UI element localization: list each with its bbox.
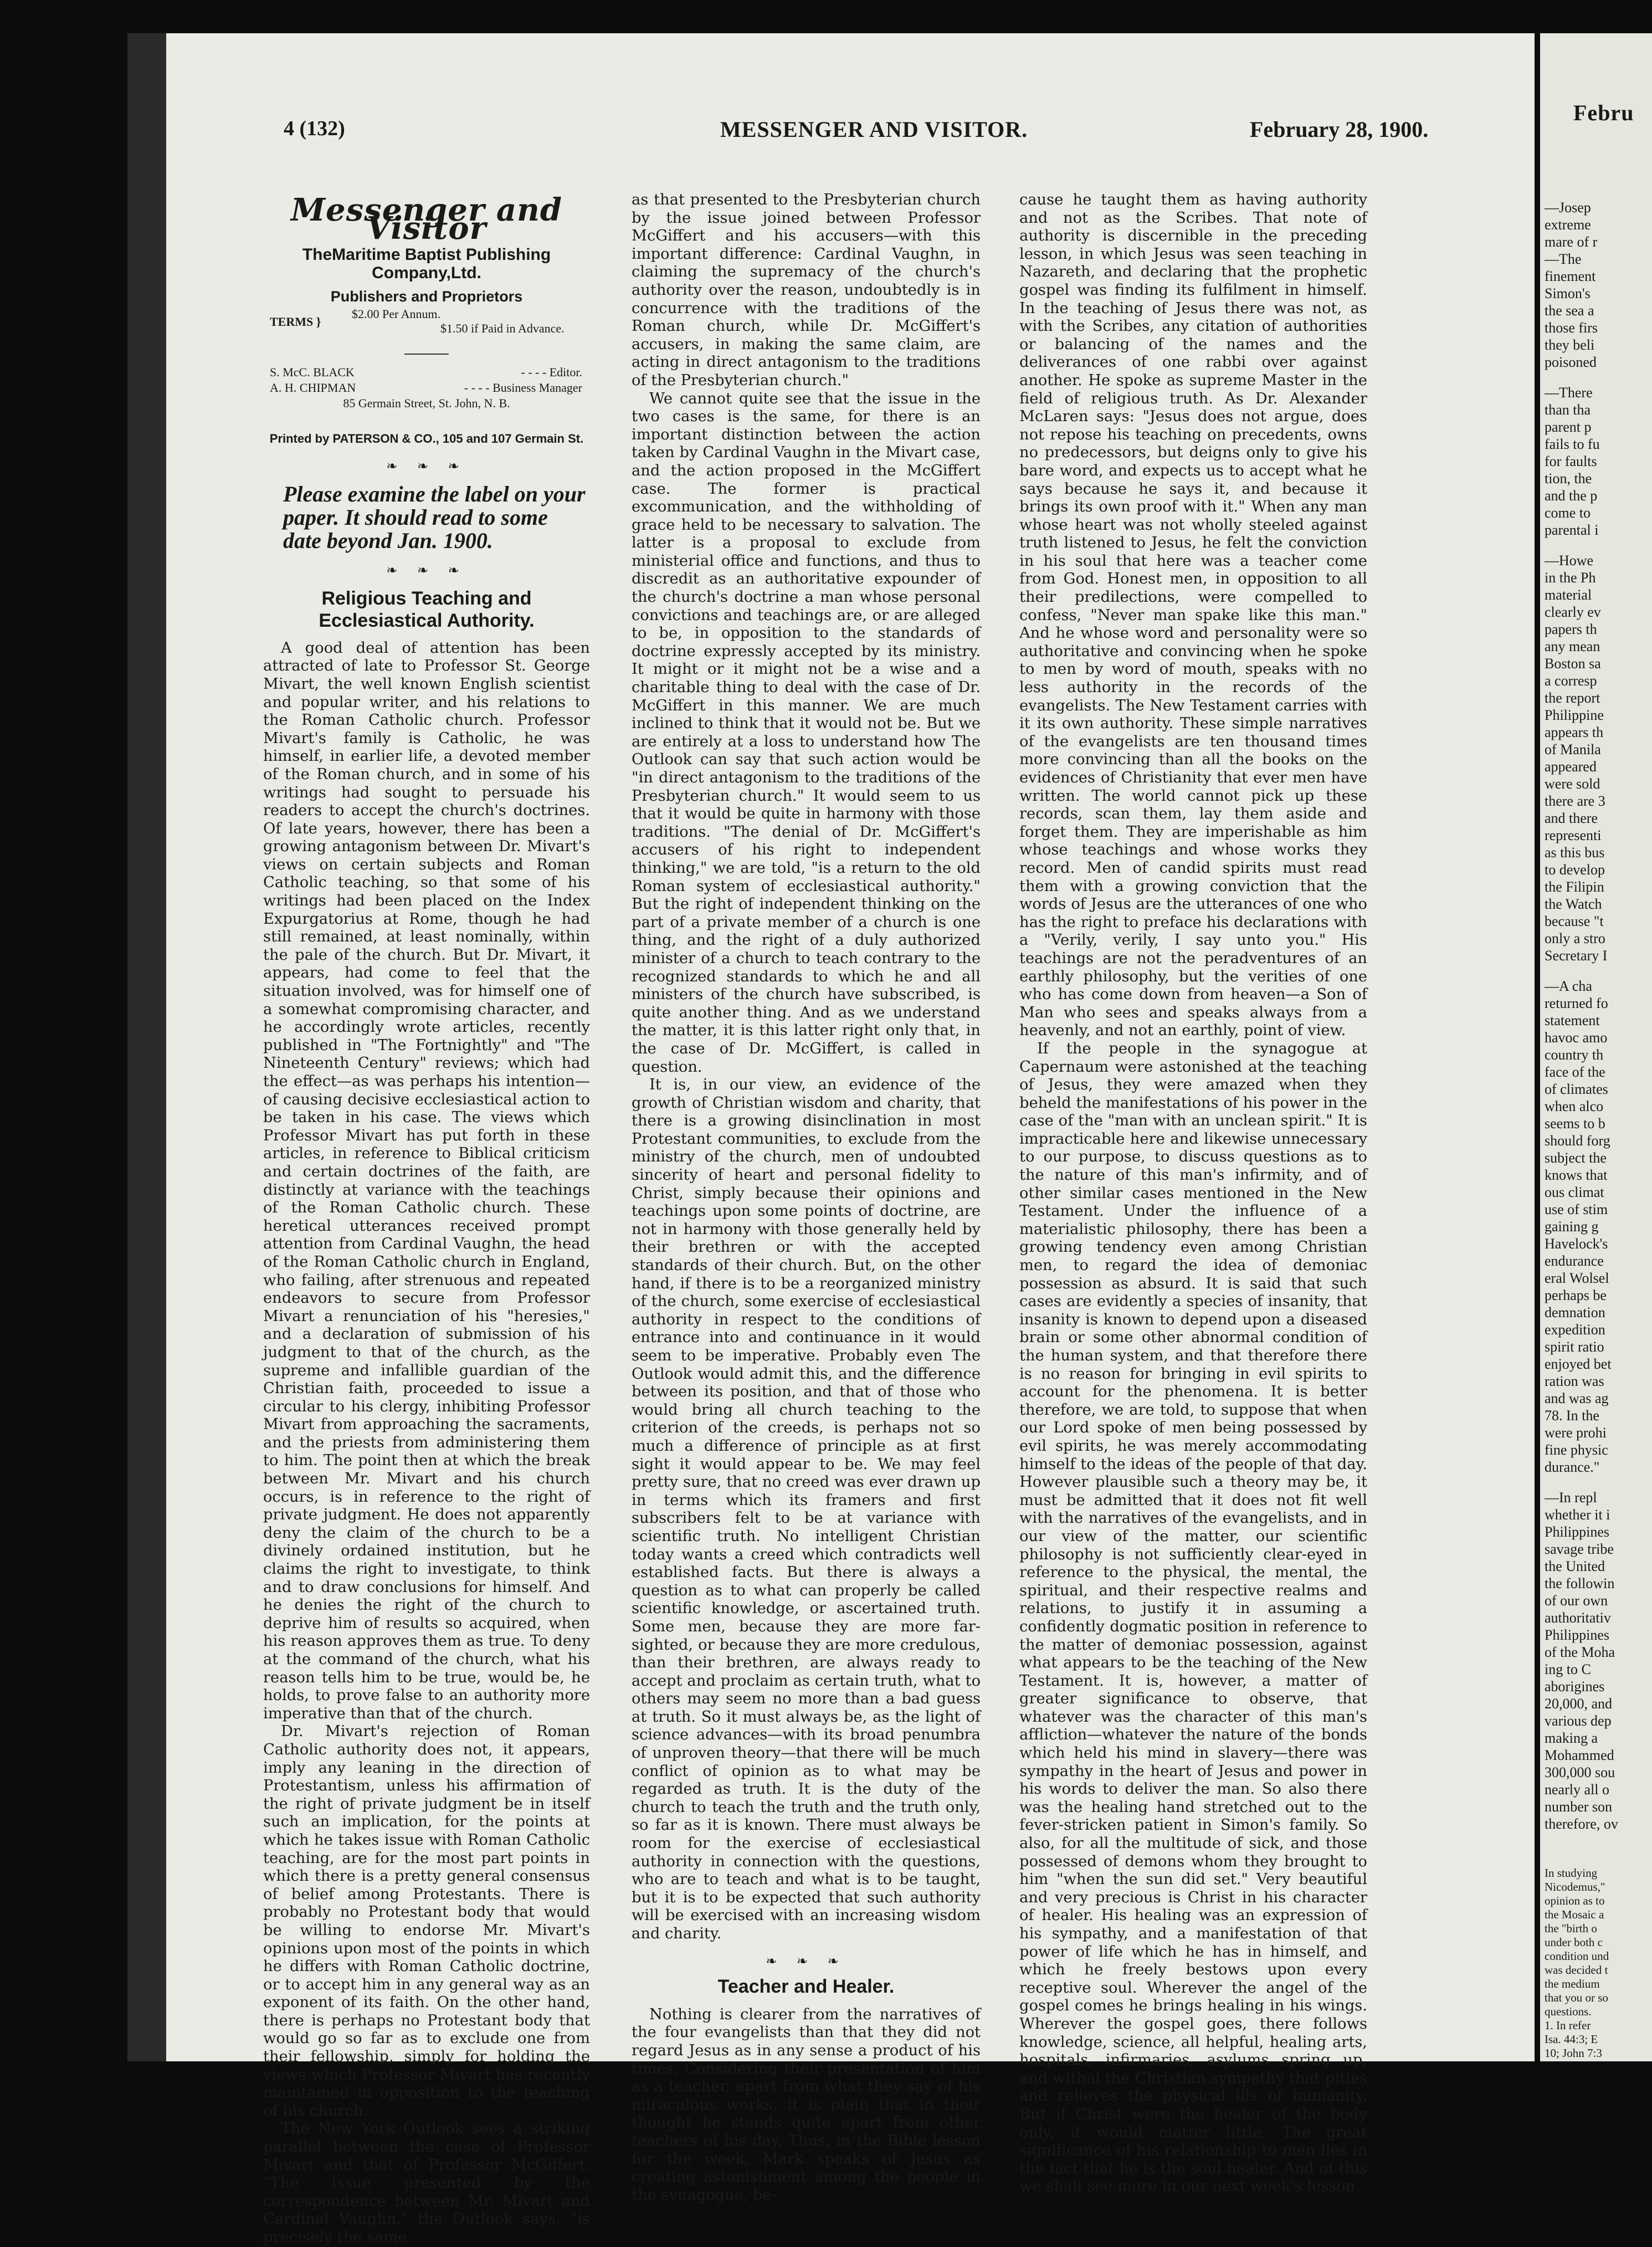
article-title: Teacher and Healer. xyxy=(717,1976,895,1998)
article-paragraph: We cannot quite see that the issue in the two cases is the same, for there is an important distinction between the action taken by Cardinal Vaughn in the Mivart case, and the action proposed in the McGiffert case. The former is practical excommunication, and the withholding of grace held to be necessary to salvation. The latter is a proposal to exclude from ministerial office and functions, and thus to discredit as an authoritative expounder of the church's doctrine a man whose personal convictions and teachings are, or are alleged to be, in opposition to the standards of doctrine expressly accepted by its ministry. It might or it might not be a wise and a charitable thing to deal with the case of Dr. McGiffert in this manner. We are much inclined to think that it would not be. But we are entirely at a loss to understand how The Outlook can say that such action would be "in direct antagonism to the traditions of the Presbyterian church." It would seem to us that it would be quite in harmony with those traditions. "The denial of Dr. McGiffert's accusers of his right to independent thinking," we are told, "is a return to the old Roman system of ecclesiastical authority." But the right of independent thinking on the part of a private member of a church is one thing, and the right of a duly authorized minister of a church to teach contrary to the recognized standards to which he and all ministers of the church have subscribed, is quite another thing. And as we understand the matter, it is this latter right only that, in the case of Dr. McGiffert, is called in question. xyxy=(632,390,981,1076)
adjacent-page-line: for faults xyxy=(1545,453,1597,469)
adjacent-page-line: the United xyxy=(1545,1558,1605,1574)
adjacent-page-line: of our own xyxy=(1545,1593,1608,1609)
adjacent-page-line: and was ag xyxy=(1545,1390,1609,1406)
terms-annual: $2.00 Per Annum. xyxy=(352,306,441,321)
adjacent-page-line: gaining g xyxy=(1545,1219,1599,1235)
adjacent-page-line: extreme xyxy=(1545,217,1591,233)
adjacent-page-line: eral Wolsel xyxy=(1545,1270,1609,1286)
adjacent-page-line: —The xyxy=(1545,251,1582,267)
adjacent-page-line: 1. In refer xyxy=(1545,2019,1591,2032)
adjacent-page-line: expedition xyxy=(1545,1322,1605,1338)
adjacent-page-line: opinion as to xyxy=(1545,1894,1605,1907)
adjacent-page-line: aborigines xyxy=(1545,1678,1605,1695)
adjacent-page-line: when alco xyxy=(1545,1098,1604,1114)
adjacent-page-line: come to xyxy=(1545,505,1591,521)
adjacent-page-line: 10; John 7:3 xyxy=(1545,2046,1602,2060)
adjacent-page-line: making a xyxy=(1545,1730,1598,1746)
article-paragraph: The New York Outlook sees a striking parallel between the case of Professor Mivart and that of Professor McGiffert. "The issue presented by the correspondence between Mr. Mivart and Cardinal Vaughn," the Outlook says, "is precisely the same xyxy=(263,2120,590,2246)
staff-block xyxy=(263,365,590,411)
adjacent-page-line: papers th xyxy=(1545,621,1597,637)
adjacent-page-line: should forg xyxy=(1545,1133,1610,1149)
adjacent-page-line: Mohammed xyxy=(1545,1747,1614,1763)
adjacent-page-header: Febru xyxy=(1573,100,1634,125)
adjacent-page-line: appears th xyxy=(1545,724,1604,740)
paper-title: MESSENGER AND VISITOR. xyxy=(720,117,1028,142)
article-paragraph: as that presented to the Presbyterian church by the issue joined between Professor McGiffert and his accusers—with this important difference: Cardinal Vaughn, in claiming the supremacy of the church's authority over the reason, undoubtedly is in concurrence with the traditions of the Roman church, while Dr. McGiffert's accusers, in making the same claim, are acting in direct antagonism to the traditions of the Presbyterian church." xyxy=(632,191,981,389)
ornament-divider: ❧ ❧ ❧ xyxy=(386,458,467,474)
adjacent-page-line: perhaps be xyxy=(1545,1287,1607,1303)
adjacent-page-line: Philippine xyxy=(1545,707,1604,723)
adjacent-page-line: Philippines xyxy=(1545,1524,1610,1540)
masthead-rule xyxy=(404,354,449,355)
adjacent-page-line: ration was xyxy=(1545,1373,1604,1389)
adjacent-page-line: of the Moha xyxy=(1545,1644,1615,1660)
article-paragraph: If the people in the synagogue at Capernaum were astonished at the teaching of Jesus, they were amazed when they beheld the manifestations of his power in the case of the "man with an unclean spirit." It is impracticable here and likewise unnecessary to our purpose, to discuss questions as to the nature of this man's infirmity, and of other similar cases mentioned in the New Testament. Under the influence of a materialistic philosophy, there has been a growing tendency even among Christian men, to regard the idea of demoniac possession as absurd. It is said that such cases are evidently a species of insanity, that insanity is known to depend upon a diseased brain or some other abnormal condition of the human system, and that therefore there is no reason for bringing in evil spirits to account for the phenomena. It is better therefore, we are told, to suppose that when our Lord spoke of men being possessed by evil spirits, he was merely accommodating himself to the ideas of the people of that day. However plausible such a theory may be, it must be admitted that it does not fit well with the narratives of the evangelists, and in our view of the matter, our scientific philosophy is not sufficiently clear-eyed in reference to the physical, the mental, the spiritual, and their respective realms and relations, to justify it in assuming a confidently dogmatic position in reference to the matter of demoniac possession, against what appears to be the teaching of the New Testament. It is, however, a matter of greater significance to observe, that whatever was the character of this man's affliction—whatever the nature of the bonds which held his mind in slavery—there was sympathy in the heart of Jesus and power in his words to deliver the man. So also there was the healing hand stretched out to the fever-stricken patient in Simon's family. So also, for all the multitude of sick, and those possessed of demons whom they brought to him "when the sun did set." Very beautiful and very precious is Christ in his character of healer. His healing was an expression of his sympathy, and a manifestation of that power of life which he has in himself, and which he freely bestows upon every receptive soul. Wherever the angel of the gospel comes he brings healing in his wings. Wherever the gospel goes, there follows knowledge, science, all helpful, healing arts, hospitals, infirmaries, asylums spring up, and withal the Christian sympathy that pities and relieves the physical ills of humanity. But if Christ were the healer of the body only, it would matter little. The great significance of his relationship to men lies in the fact that he is the soul healer. And of this we shall see more in our next week's lesson. xyxy=(1019,1040,1367,2195)
adjacent-page-line: of Manila xyxy=(1545,741,1601,757)
manager-role: - - - - Business Manager xyxy=(464,380,582,395)
adjacent-page-line: —A cha xyxy=(1545,978,1592,994)
adjacent-page-line: Secretary I xyxy=(1545,948,1608,964)
article-paragraph: cause he taught them as having authority and not as the Scribes. That note of authority is discernible in the preceding lesson, in which Jesus was seen teaching in Nazareth, and declaring that the prophetic gospel was finding its fulfilment in himself. In the teaching of Jesus there was not, as with the Scribes, any citation of authorities or balancing of the names and the deliverances of one rabbi over against another. He spoke as supreme Master in the field of religious truth. As Dr. Alexander McLaren says: "Jesus does not argue, does not repose his teaching on precedents, owns no predecessors, but deigns only to give his bare word, and expects us to accept what he says because he says it, and because it brings its own proof with it." When any man whose heart was not wholly steeled against truth listened to Jesus, he felt the conviction in his soul that here was a teacher come from God. Honest men, in opposition to all their predilections, were compelled to confess, "Never man spake like this man." And he whose word and personality were so authoritative and convincing when he spoke to men by word of mouth, speaks with no less authority in the records of the evangelists. The New Testament carries with it its own authority. These simple narratives of the evangelists are ten thousand times more convincing than all the books on the evidences of Christianity that ever men have written. The world cannot pick up these records, scan them, lay them aside and forget them. They are imperishable as him whose teachings and whose works they record. Men of candid spirits must read them with a growing conviction that the words of Jesus are the utterances of one who has the right to preface his declarations with a "Verily, verily, I say unto you." His teachings are not the peradventures of an earthly philosophy, but the verities of one who has come down from heaven—a Son of Man who sees and speaks always from a heavenly, and not an earthly, point of view. xyxy=(1019,191,1367,1040)
adjacent-page-line: Simon's xyxy=(1545,285,1591,301)
adjacent-page-line: returned fo xyxy=(1545,995,1608,1011)
adjacent-page-line: tion, the xyxy=(1545,470,1592,487)
adjacent-page-line: that you or so xyxy=(1545,1991,1608,2004)
adjacent-page-line: was decided t xyxy=(1545,1963,1608,1977)
page-binding xyxy=(127,33,170,2061)
adjacent-page-line: under both c xyxy=(1545,1936,1603,1949)
adjacent-page-line: only a stro xyxy=(1545,930,1605,946)
column-3 xyxy=(1019,191,1367,2196)
adjacent-page-line: material xyxy=(1545,587,1592,603)
terms-block xyxy=(263,307,590,342)
adjacent-page-line: the Mosaic a xyxy=(1545,1908,1604,1921)
office-address: 85 Germain Street, St. John, N. B. xyxy=(343,396,510,410)
article-paragraph: Dr. Mivart's rejection of Roman Catholic authority does not, it appears, imply any leaning in the direction of Protestantism, unless his affirmation of the right of private judgment be in itself such an implication, for the points at which he takes issue with Roman Catholic teaching, are for the most part points in which there is a pretty general consensus of belief among Protestants. There is probably no Protestant body that would be willing to endorse Mr. Mivart's opinions upon most of the points in which he differs with Roman Catholic doctrine, or to accept him in any general way as an exponent of its faith. On the other hand, there is perhaps no Protestant body that would go so far as to exclude one from their fellowship, simply for holding the views which Professor Mivart has recently maintained in opposition to the teaching of his church. xyxy=(263,1723,590,2120)
ornament-divider: ❧ ❧ ❧ xyxy=(386,562,467,579)
adjacent-page-line: seems to b xyxy=(1545,1115,1605,1132)
adjacent-page-line: parent p xyxy=(1545,419,1592,435)
adjacent-page-line: demnation xyxy=(1545,1304,1605,1320)
adjacent-page-line: the medium xyxy=(1545,1977,1600,1990)
company-name: TheMaritime Baptist Publishing Company,Ltd. xyxy=(302,245,551,282)
adjacent-page-line: they beli xyxy=(1545,337,1595,353)
article-paragraph: It is, in our view, an evidence of the growth of Christian wisdom and charity, that there is a growing disinclination in most Protestant communities, to exclude from the ministry of the church, men of undoubted sincerity of heart and personal fidelity to Christ, simply because their opinions and teachings upon some points of doctrine, are not in harmony with those generally held by their brethren or with the accepted standards of their church. But, on the other hand, if there is to be a reorganized ministry of the church, some exercise of ecclesiastical authority in respect to the conditions of entrance into and continuance in it would seem to be imperative. Probably even The Outlook would admit this, and the difference between its position, and that of those who would bring all church teaching to the criterion of the creeds, is perhaps not so much a difference of principle as at first sight it would appear to be. We may feel pretty sure, that no creed was ever drawn up in terms which its framers and first subscribers felt to be at variance with scientific truth. No intelligent Christian today wants a creed which contradicts well established facts. But there is always a question as to what can properly be called scientific knowledge, or ascertained truth. Some men, because they are more far-sighted, or because they are more credulous, than their brethren, are always ready to accept and proclaim as certain truth, what to others may seem no more than a bad guess at truth. So it must always be, as the light of science advances—with its broad penumbra of unproven theory—that there will be much conflict of opinion as to what may be regarded as truth. It is the duty of the church to teach the truth and the truth only, so far as it is known. There must always be room for the exercise of ecclesiastical authority in connection with the questions, who are to teach and what is to be taught, but it is to be expected that such authority will be exercised with an increasing wisdom and charity. xyxy=(632,1076,981,1942)
adjacent-page-line: and the p xyxy=(1545,488,1598,504)
adjacent-page-line: durance." xyxy=(1545,1459,1600,1475)
adjacent-page-line: savage tribe xyxy=(1545,1541,1614,1557)
adjacent-page-line: face of the xyxy=(1545,1064,1605,1080)
adjacent-page-line: therefore, ov xyxy=(1545,1816,1618,1832)
adjacent-page-line: endurance xyxy=(1545,1253,1604,1269)
adjacent-page-line: number son xyxy=(1545,1799,1613,1815)
adjacent-page-line: nearly all o xyxy=(1545,1782,1609,1798)
adjacent-page-line: representi xyxy=(1545,827,1602,843)
adjacent-page-line: 78. In the xyxy=(1545,1407,1599,1424)
adjacent-page-line: poisoned xyxy=(1545,354,1597,370)
adjacent-page-line: the Filipin xyxy=(1545,879,1604,895)
adjacent-page-line: Isa. 44:3; E xyxy=(1545,2033,1598,2046)
adjacent-page-fragment xyxy=(1540,33,1652,2061)
adjacent-page-line: —Josep xyxy=(1545,199,1591,216)
adjacent-page-line: in the Ph xyxy=(1545,570,1596,586)
adjacent-page-line: 300,000 sou xyxy=(1545,1764,1615,1780)
adjacent-page-line: statement xyxy=(1545,1012,1600,1028)
newspaper-page xyxy=(166,33,1535,2246)
adjacent-page-line: enjoyed bet xyxy=(1545,1356,1612,1372)
adjacent-page-line: 20,000, and xyxy=(1545,1696,1613,1712)
article-paragraph: A good deal of attention has been attracted of late to Professor St. George Mivart, the well known English scientist and popular writer, and his relations to the Roman Catholic church. Professor Mivart's family is Catholic, he was himself, in earlier life, a devoted member of the Roman church, and in some of his writings had sought to persuade his readers to accept the church's doctrines. Of late years, however, there has been a growing antagonism between Dr. Mivart's views on certain subjects and Roman Catholic teaching, so that some of his writings had been placed on the Index Expurgatorius at Rome, though he had still remained, at least nominally, within the pale of the church. But Dr. Mivart, it appears, had come to feel that the situation involved, was for himself one of a somewhat compromising character, and he accordingly wrote articles, recently published in "The Fortnightly" and "The Nineteenth Century" reviews; which had the effect—as was perhaps his intention—of causing decisive ecclesiastical action to be taken in his case. The views which Professor Mivart has put forth in these articles, in reference to Biblical criticism and certain doctrines of the faith, are distinctly at variance with the teachings of the Roman Catholic church. These heretical utterances received prompt attention from Cardinal Vaughn, the head of the Roman Catholic church in England, who failing, after strenuous and repeated endeavors to secure from Professor Mivart a renunciation of his "heresies," and a declaration of submission of his judgment to that of the church, as the supreme and infallible guardian of the Christian faith, proceeded to issue a circular to his clergy, inhibiting Professor Mivart from approaching the sacraments, and the priests from administering them to him. The point then at which the break between Mr. Mivart and his church occurs, is in reference to the right of private judgment. He does not apparently deny the claim of the church to be a divinely ordained institution, but he claims the right to investigate, to think and to draw conclusions for himself. And he denies the right of the church to deprive him of results so acquired, when his reason approves them as true. To deny at the command of the church, what his reason tells him to be true, would be, he holds, to prove false to an authority more imperative than that of the church. xyxy=(263,639,590,1722)
adjacent-page-line: —In repl xyxy=(1545,1490,1597,1506)
adjacent-page-line: —There xyxy=(1545,385,1593,401)
adjacent-page-line: the "birth o xyxy=(1545,1922,1597,1935)
adjacent-page-line: any mean xyxy=(1545,638,1600,654)
adjacent-page-line: were sold xyxy=(1545,776,1600,792)
adjacent-page-line: fails to fu xyxy=(1545,436,1600,452)
adjacent-page-line: a corresp xyxy=(1545,673,1597,689)
adjacent-page-line: authoritativ xyxy=(1545,1610,1611,1626)
adjacent-page-line: of climates xyxy=(1545,1081,1608,1097)
adjacent-page-line: havoc amo xyxy=(1545,1030,1608,1046)
adjacent-page-line: various dep xyxy=(1545,1713,1612,1729)
adjacent-page-line: mare of r xyxy=(1545,234,1598,250)
adjacent-page-line: were prohi xyxy=(1545,1425,1607,1441)
adjacent-page-line: parental i xyxy=(1545,522,1599,538)
article-paragraph: Nothing is clearer from the narratives of the four evangelists than that they did not regard Jesus as in any sense a product of his times. Considering their presentation of him as a teacher, apart from what they say of his miraculous works, it is plain that in their thought he stands quite apart from other teachers of his day. Thus, in the Bible lesson for the week, Mark speaks of Jesus as creating astonishment among the people in the synagogue, be- xyxy=(632,2005,981,2204)
terms-label: TERMS } xyxy=(270,314,321,329)
adjacent-page-line: subject the xyxy=(1545,1150,1607,1166)
ornament-divider: ❧ ❧ ❧ xyxy=(766,1953,846,1969)
adjacent-page-line: whether it i xyxy=(1545,1507,1610,1523)
adjacent-page-line: those firs xyxy=(1545,320,1598,336)
adjacent-page-line: ing to C xyxy=(1545,1661,1591,1677)
adjacent-page-line: Havelock's xyxy=(1545,1236,1608,1252)
editor-role: - - - - Editor. xyxy=(521,365,582,379)
adjacent-page-line: and there xyxy=(1545,810,1598,826)
manager-name: A. H. CHIPMAN xyxy=(270,380,356,395)
adjacent-page-line: country th xyxy=(1545,1047,1604,1063)
article-title: Religious Teaching and Ecclesiastical Authority. xyxy=(319,587,535,631)
adjacent-page-line: the sea a xyxy=(1545,303,1594,319)
adjacent-page-line: knows that xyxy=(1545,1167,1608,1183)
adjacent-page-line: —Howe xyxy=(1545,552,1594,569)
adjacent-page-line: use of stim xyxy=(1545,1201,1608,1217)
adjacent-page-line: the Watch xyxy=(1545,896,1602,912)
publishers-line: Publishers and Proprietors xyxy=(330,288,523,305)
adjacent-page-line: Philippines xyxy=(1545,1627,1610,1643)
adjacent-page-line: condition und xyxy=(1545,1949,1609,1963)
page-number: 4 (132) xyxy=(284,117,345,140)
page-header xyxy=(166,116,1535,150)
column-1 xyxy=(263,191,590,2247)
adjacent-page-line: spirit ratio xyxy=(1545,1339,1604,1355)
adjacent-page-line: ous climat xyxy=(1545,1184,1604,1200)
issue-date: February 28, 1900. xyxy=(1250,117,1429,142)
column-2 xyxy=(632,191,981,2204)
adjacent-page-line: than tha xyxy=(1545,402,1591,418)
terms-advance: $1.50 if Paid in Advance. xyxy=(440,321,565,335)
adjacent-page-line: In studying xyxy=(1545,1866,1598,1880)
adjacent-page-line: appeared xyxy=(1545,759,1597,775)
editor-name: S. McC. BLACK xyxy=(270,365,355,379)
adjacent-page-line: Boston sa xyxy=(1545,656,1601,672)
adjacent-page-line: there are 3 xyxy=(1545,793,1605,809)
printer-line: Printed by PATERSON & CO., 105 and 107 Germain St. xyxy=(269,431,584,446)
subscription-notice: Please examine the label on your paper. It should read to some date beyond Jan. 1900. xyxy=(283,482,586,554)
adjacent-page-line: questions. xyxy=(1545,2005,1592,2018)
adjacent-page-line: fine physic xyxy=(1545,1442,1608,1458)
adjacent-page-line: the report xyxy=(1545,690,1600,706)
adjacent-page-line: as this bus xyxy=(1545,844,1605,861)
adjacent-page-line: clearly ev xyxy=(1545,604,1601,620)
adjacent-page-line: because "t xyxy=(1545,913,1604,929)
adjacent-page-line: Nicodemus," xyxy=(1545,1880,1605,1893)
adjacent-page-line: to develop xyxy=(1545,862,1605,878)
masthead-title: Messenger and Visitor xyxy=(291,192,562,247)
adjacent-page-line: finement xyxy=(1545,268,1596,284)
adjacent-page-line: the followin xyxy=(1545,1575,1615,1591)
